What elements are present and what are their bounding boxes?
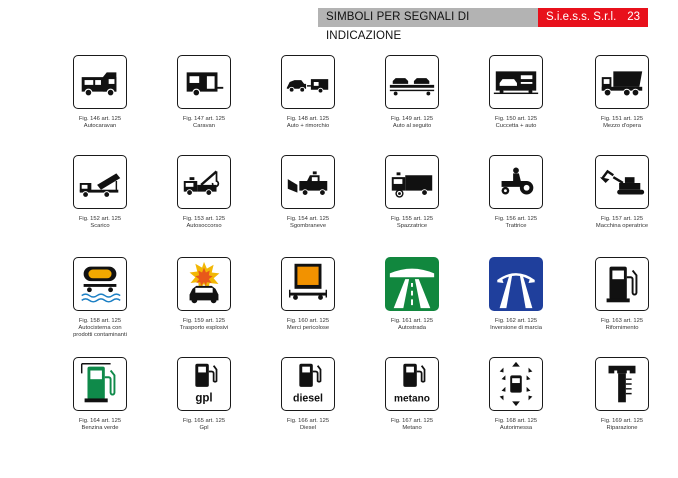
figure-number: Fig. 147 art. 125	[182, 116, 226, 122]
figure-number: Fig. 153 art. 125	[182, 216, 226, 222]
figure-number: Fig. 155 art. 125	[390, 216, 434, 222]
diesel-pump-icon	[281, 357, 335, 411]
sign-caption: Sgombraneve	[289, 223, 327, 229]
sign-caption: Autocaravan	[83, 123, 117, 129]
fuel-pump-icon	[595, 257, 649, 311]
sign-card	[360, 357, 464, 432]
sign-caption: Cuccetta + auto	[495, 123, 537, 129]
sign-card	[570, 257, 674, 332]
sign-caption: Autostrada	[397, 325, 427, 331]
sign-caption: Spazzatrice	[396, 223, 428, 229]
figure-number: Fig. 154 art. 125	[286, 216, 330, 222]
figure-number: Fig. 162 art. 125	[494, 318, 538, 324]
sign-card	[464, 55, 568, 130]
sign-caption: Auto al seguito	[392, 123, 432, 129]
sign-card	[256, 357, 360, 432]
gpl-pump-icon	[177, 357, 231, 411]
sign-caption: Scarico	[90, 223, 110, 229]
sign-caption: Inversione di marcia	[490, 325, 542, 331]
sign-card	[152, 257, 256, 332]
sign-caption: Autocisterna con	[78, 325, 122, 331]
sign-card	[48, 55, 152, 130]
figure-number: Fig. 150 art. 125	[494, 116, 538, 122]
sign-card	[48, 155, 152, 230]
page-number: 23	[627, 11, 640, 23]
methane-pump-icon	[385, 357, 439, 411]
sign-card	[48, 257, 152, 339]
sign-card	[152, 155, 256, 230]
figure-number: Fig. 160 art. 125	[286, 318, 330, 324]
sign-caption: Benzina verde	[81, 425, 119, 431]
garage-icon	[489, 357, 543, 411]
sign-caption: Auto + rimorchio	[286, 123, 330, 129]
figure-number: Fig. 165 art. 125	[182, 418, 226, 424]
sign-caption: Diesel	[299, 425, 317, 431]
sign-caption: Caravan	[193, 123, 215, 129]
figure-number: Fig. 157 art. 125	[600, 216, 644, 222]
sign-card	[570, 55, 674, 130]
page-title: SIMBOLI PER SEGNALI DI INDICAZIONE	[318, 8, 538, 27]
car-transport-icon	[385, 55, 439, 109]
figure-number: Fig. 164 art. 125	[78, 418, 122, 424]
sign-caption: Autosoccorso	[186, 223, 222, 229]
street-sweeper-icon	[385, 155, 439, 209]
motorway-green-icon	[385, 257, 439, 311]
snowplow-icon	[281, 155, 335, 209]
explosives-icon	[177, 257, 231, 311]
unloading-truck-icon	[73, 155, 127, 209]
page-header	[318, 8, 648, 42]
sign-caption: Trasporto esplosivi	[179, 325, 229, 331]
figure-number: Fig. 163 art. 125	[600, 318, 644, 324]
dump-truck-icon	[595, 55, 649, 109]
sign-card	[48, 357, 152, 432]
company-badge	[538, 8, 648, 27]
sign-card	[360, 257, 464, 332]
sign-card	[464, 357, 568, 432]
wrench-icon	[595, 357, 649, 411]
sign-card	[570, 357, 674, 432]
sign-caption: Autorimessa	[499, 425, 533, 431]
sign-card	[256, 55, 360, 130]
sign-card	[464, 155, 568, 230]
company-name: S.i.e.s.s. S.r.l.	[546, 11, 617, 23]
sign-card	[256, 257, 360, 332]
sign-card	[464, 257, 568, 332]
figure-number: Fig. 151 art. 125	[600, 116, 644, 122]
sign-card	[360, 155, 464, 230]
caravan-icon	[177, 55, 231, 109]
car-trailer-icon	[281, 55, 335, 109]
figure-number: Fig. 148 art. 125	[286, 116, 330, 122]
sign-card	[256, 155, 360, 230]
sign-card	[152, 357, 256, 432]
figure-number: Fig. 158 art. 125	[78, 318, 122, 324]
tanker-pollutant-icon	[73, 257, 127, 311]
sleeper-car-icon	[489, 55, 543, 109]
sign-card	[360, 55, 464, 130]
tow-truck-icon	[177, 155, 231, 209]
dangerous-goods-icon	[281, 257, 335, 311]
figure-number: Fig. 149 art. 125	[390, 116, 434, 122]
sign-caption-line2: prodotti contaminanti	[73, 332, 127, 339]
sign-caption: Trattrice	[505, 223, 527, 229]
pump-label: gpl	[195, 392, 213, 405]
sign-caption: Metano	[402, 425, 422, 431]
sign-caption: Macchina operatrice	[595, 223, 649, 229]
pump-label: metano	[394, 393, 430, 405]
sign-caption: Riparazione	[606, 425, 638, 431]
u-turn-blue-icon	[489, 257, 543, 311]
figure-number: Fig. 167 art. 125	[390, 418, 434, 424]
figure-number: Fig. 146 art. 125	[78, 116, 122, 122]
sign-caption: Rifornimento	[605, 325, 639, 331]
figure-number: Fig. 166 art. 125	[286, 418, 330, 424]
pump-label: diesel	[293, 392, 323, 405]
figure-number: Fig. 159 art. 125	[182, 318, 226, 324]
excavator-icon	[595, 155, 649, 209]
motorhome-icon	[73, 55, 127, 109]
sign-caption: Merci pericolose	[286, 325, 330, 331]
figure-number: Fig. 168 art. 125	[494, 418, 538, 424]
figure-number: Fig. 152 art. 125	[78, 216, 122, 222]
tractor-icon	[489, 155, 543, 209]
sign-caption: Gpl	[199, 425, 209, 431]
sign-card	[570, 155, 674, 230]
figure-number: Fig. 161 art. 125	[390, 318, 434, 324]
figure-number: Fig. 156 art. 125	[494, 216, 538, 222]
green-fuel-pump-icon	[73, 357, 127, 411]
sign-card	[152, 55, 256, 130]
sign-caption: Mezzo d'opera	[603, 123, 641, 129]
figure-number: Fig. 169 art. 125	[600, 418, 644, 424]
